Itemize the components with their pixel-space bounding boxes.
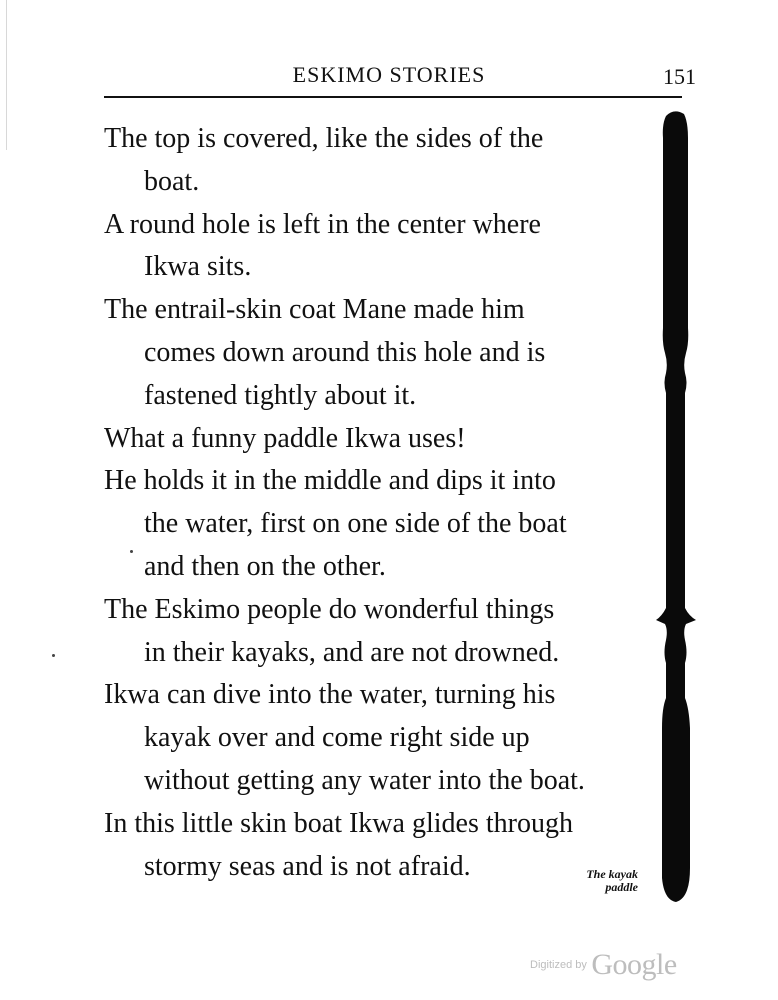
text-line: Ikwa can dive into the water, turning his	[104, 679, 556, 711]
digitized-label: Digitized by	[530, 959, 587, 971]
text-line: In this little skin boat Ikwa glides through	[104, 807, 573, 839]
speck	[52, 654, 55, 657]
paragraph	[104, 460, 662, 588]
text-line: The top is covered, like the sides of the	[104, 123, 544, 154]
caption-line: The kayak	[586, 867, 638, 881]
paragraph	[104, 674, 662, 802]
page-number: 151	[663, 64, 696, 89]
header-rule	[104, 96, 682, 98]
running-header: ESKIMO STORIES	[292, 62, 486, 87]
google-logo: Google	[591, 948, 677, 981]
paragraph	[104, 589, 662, 675]
kayak-paddle-icon	[652, 108, 698, 908]
text-line: The entrail-skin coat Mane made him	[104, 294, 525, 326]
text-line: A round hole is left in the center where	[104, 208, 541, 240]
paragraph	[104, 204, 662, 290]
text-line: Ikwa sits.	[144, 251, 252, 283]
text-line: fastened tightly about it.	[144, 379, 417, 411]
digitized-stamp	[530, 948, 677, 982]
text-line: comes down around this hole and is	[144, 336, 546, 368]
text-line: without getting any water into the boat.	[144, 764, 585, 796]
figure-caption	[568, 868, 638, 894]
body-text	[104, 118, 662, 888]
text-line: the water, first on one side of the boat	[144, 508, 567, 540]
text-line: boat.	[144, 165, 200, 197]
text-line: The Eskimo people do wonderful things	[104, 593, 555, 625]
text-line: He holds it in the middle and dips it into	[104, 465, 556, 497]
text-line: kayak over and come right side up	[144, 722, 530, 754]
paragraph	[104, 118, 662, 204]
text-line: What a funny paddle Ikwa uses!	[104, 422, 466, 454]
text-line: stormy seas and is not afraid.	[144, 850, 471, 882]
paragraph	[104, 418, 662, 461]
text-line: in their kayaks, and are not drowned.	[144, 636, 560, 668]
caption-line: paddle	[605, 880, 638, 894]
paragraph	[104, 289, 662, 417]
speck	[130, 550, 133, 553]
text-line: and then on the other.	[144, 550, 386, 582]
